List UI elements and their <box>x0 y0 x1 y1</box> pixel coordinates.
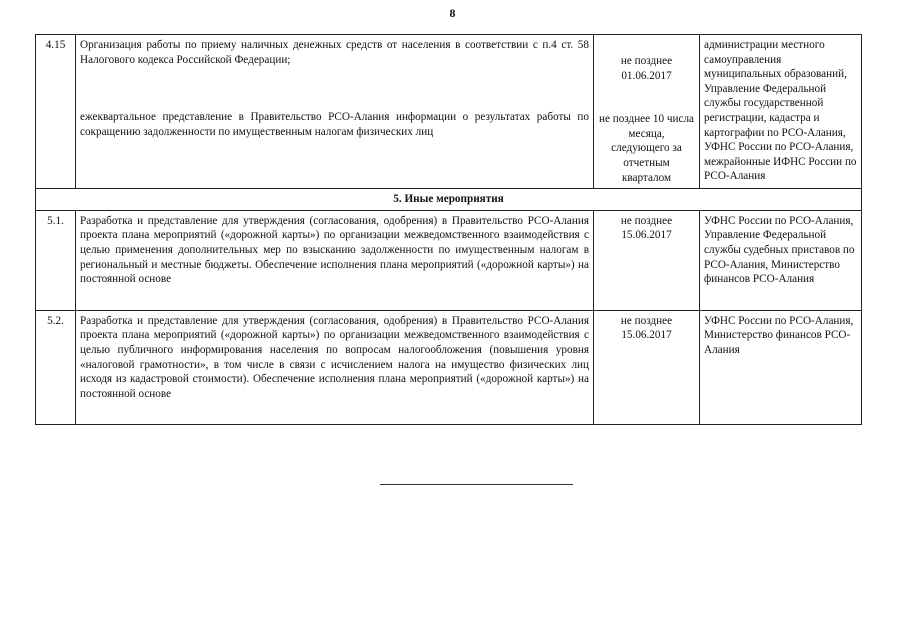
measure-description-part: Организация работы по приему наличных денежных средств от населения в соответствии с п.4 ст. 58 Налогового кодекса Российской Федерации; <box>80 39 589 66</box>
deadline-text: не позднее 15.06.2017 <box>594 210 700 310</box>
section-row <box>36 189 862 211</box>
page-number: 8 <box>449 6 456 20</box>
row-number: 5.2. <box>36 310 76 424</box>
table-row <box>36 210 862 310</box>
responsible-cell: УФНС России по РСО-Алания, Управление Федеральной службы судебных приставов по РСО-Алания, Министерство финансов РСО-Алания <box>700 210 862 310</box>
row-number: 5.1. <box>36 210 76 310</box>
table-row <box>36 35 862 189</box>
measure-description: Разработка и представление для утверждения (согласования, одобрения) в Правительство РСО-Алания проекта плана мероприятий («дорожной карты») по организации межведомственного взаимодействия с целью публичного информирования населения по вопросам налогообложения (повышения уровня «налоговой грамотности», в том числе в связи с исчислением налога на имущество физических лиц исходя из кадастровой стоимости). Обеспечение исполнения плана мероприятий («дорожной карты») на постоянной основе <box>76 310 594 424</box>
deadline-cell <box>594 35 700 189</box>
responsible-cell: администрации местного самоуправления муниципальных образований, Управление Федеральной службы государственной регистрации, кадастра и картографии по РСО-Алания, УФНС России по РСО-Алания, межрайонные ИФНС России по РСО-Алания <box>700 35 862 189</box>
deadline-text: не позднее 01.06.2017 <box>620 55 673 82</box>
table-row <box>36 310 862 424</box>
section-heading: 5. Иные мероприятия <box>36 189 862 211</box>
responsible-cell: УФНС России по РСО-Алания, Министерство финансов РСО-Алания <box>700 310 862 424</box>
measure-description-part: ежеквартальное представление в Правительство РСО-Алания информации о результатах работы по сокращению задолженности по имущественным налогам физических лиц <box>80 111 589 138</box>
row-number: 4.15 <box>36 35 76 189</box>
measure-description <box>76 35 594 189</box>
measures-table <box>35 34 862 425</box>
deadline-text: не позднее 10 числа месяца, следующего за отчетным кварталом <box>598 113 695 184</box>
measure-description: Разработка и представление для утверждения (согласования, одобрения) в Правительство РСО-Алания проекта плана мероприятий («дорожной карты») по организации межведомственного взаимодействия с целью применения дополнительных мер по взысканию задолженности по имущественным налогам в региональный и местные бюджеты. Обеспечение исполнения плана мероприятий («дорожной карты») на постоянной основе <box>76 210 594 310</box>
end-divider-line <box>380 484 573 485</box>
deadline-text: не позднее 15.06.2017 <box>594 310 700 424</box>
